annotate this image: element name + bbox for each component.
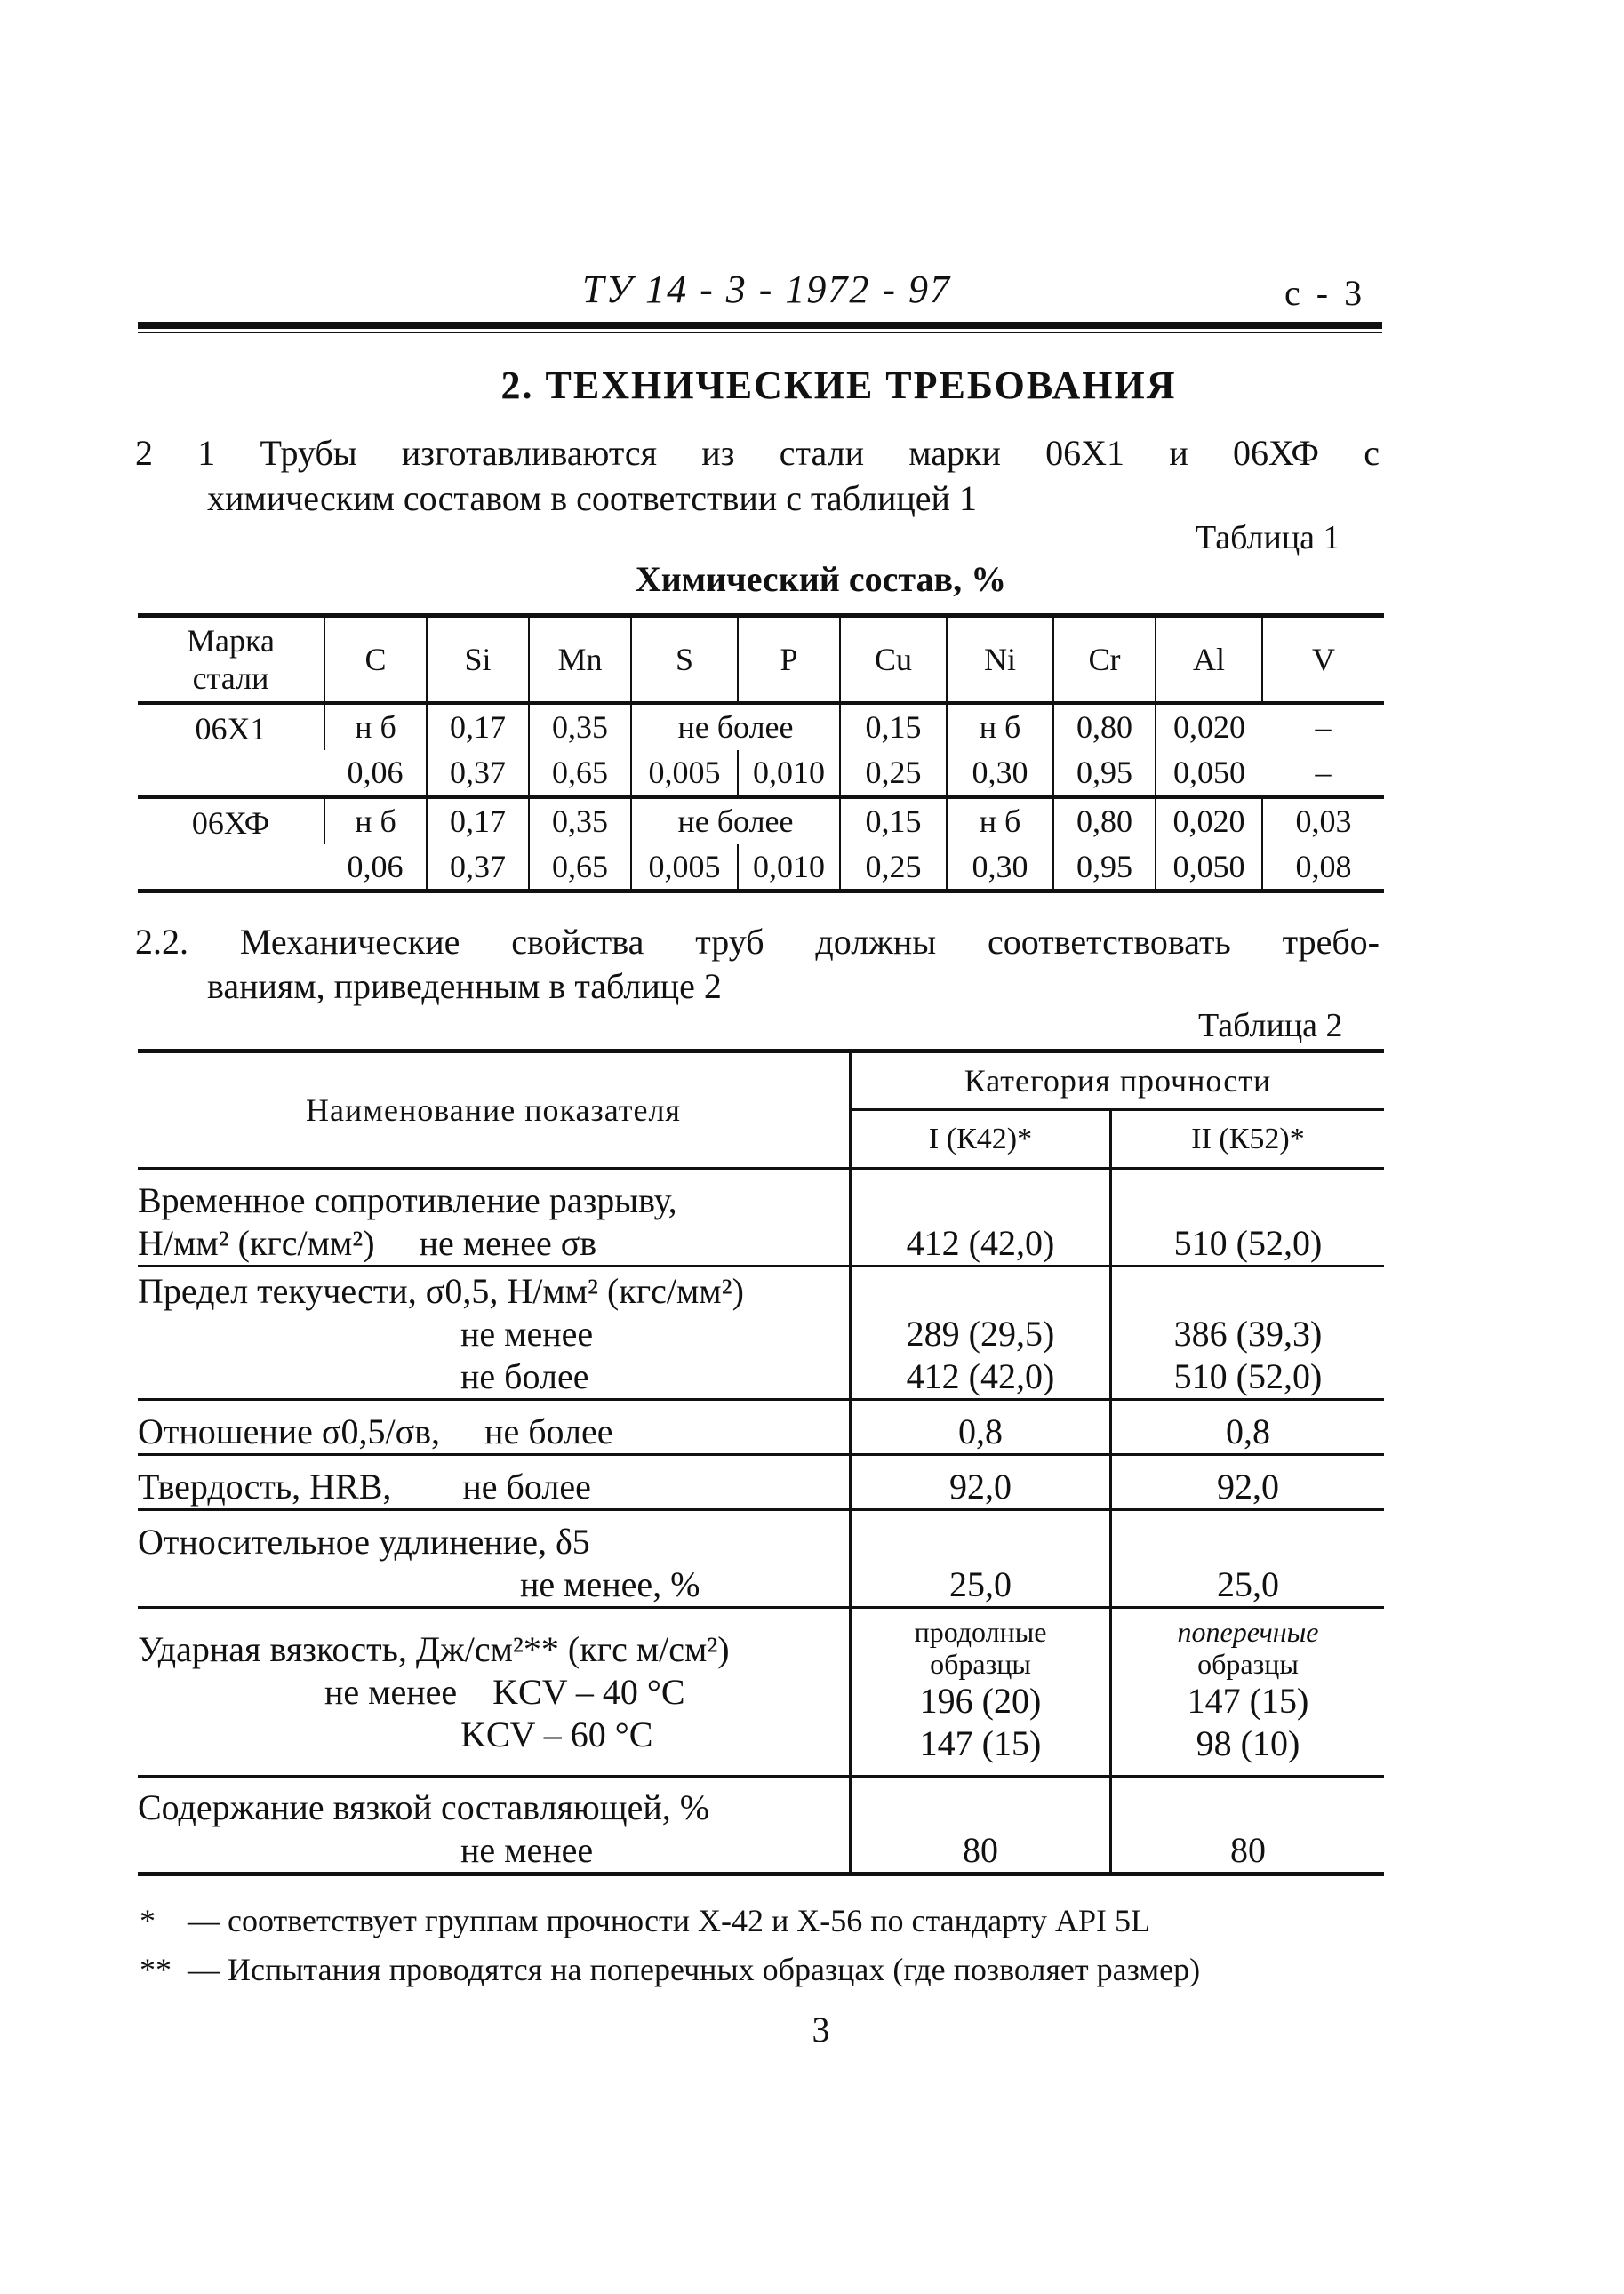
cell-al: 0,020	[1156, 703, 1262, 750]
cell-ni: 0,30	[947, 750, 1053, 797]
table-row	[138, 1608, 1384, 1777]
hardness-limit: не более	[462, 1467, 591, 1507]
tensile-value-2: 510 (52,0)	[1111, 1169, 1385, 1267]
elongation-label	[138, 1510, 851, 1608]
yield-line1: Предел текучести, σ0,5, Н/мм² (кгс/мм²)	[138, 1271, 744, 1311]
cell-al: 0,020	[1156, 797, 1262, 844]
cell-si: 0,17	[427, 797, 529, 844]
impact-value-2b: 98 (10)	[1196, 1722, 1300, 1763]
grade-cell: 06ХФ	[138, 797, 324, 891]
tensile-line1: Временное сопротивление разрыву,	[138, 1180, 677, 1220]
cell-cr: 0,95	[1053, 750, 1156, 797]
table2-header-row	[138, 1051, 1384, 1110]
hardness-value-2: 92,0	[1111, 1455, 1385, 1510]
impact-spec2-b: образцы	[1197, 1647, 1299, 1680]
cell-si: 0,37	[427, 844, 529, 891]
header-s: S	[631, 616, 738, 703]
hardness-value-1: 92,0	[851, 1455, 1111, 1510]
header-grade-line2: стали	[192, 659, 269, 696]
header-ni: Ni	[947, 616, 1053, 703]
impact-values-2	[1111, 1608, 1385, 1777]
cell-v: –	[1315, 709, 1332, 745]
mechanical-properties-table	[138, 1049, 1384, 1876]
table2-caption: Таблица 2	[1198, 1007, 1343, 1044]
impact-values-1	[851, 1608, 1111, 1777]
footnote-1-mark: *	[140, 1903, 156, 1938]
table-row	[138, 1510, 1384, 1608]
cell-ni: 0,30	[947, 844, 1053, 891]
header-indicator-name: Наименование показателя	[138, 1051, 851, 1169]
table-row	[138, 1777, 1384, 1874]
cell-c: н б	[324, 703, 427, 750]
cell-cr: 0,80	[1053, 797, 1156, 844]
table-row	[138, 797, 1384, 844]
cell-al: 0,050	[1156, 750, 1262, 797]
cell-cr: 0,95	[1053, 844, 1156, 891]
cell-mn: 0,65	[529, 844, 631, 891]
tensile-value-1: 412 (42,0)	[851, 1169, 1111, 1267]
table-row	[138, 703, 1384, 750]
tensile-line2b: не менее σв	[419, 1223, 597, 1263]
impact-line3: KCV – 60 °C	[460, 1714, 653, 1754]
header-al: Al	[1156, 616, 1262, 703]
cell-v: 0,03	[1262, 797, 1384, 844]
footnote-2-text: — Испытания проводятся на поперечных образцах (где позволяет размер)	[188, 1952, 1201, 1987]
page-number: 3	[812, 2010, 830, 2050]
impact-value-1b: 147 (15)	[919, 1722, 1042, 1763]
yield-value-1b: 412 (42,0)	[906, 1356, 1055, 1396]
yield-label	[138, 1267, 851, 1400]
header-si: Si	[427, 616, 529, 703]
impact-spec1-a: продолные	[914, 1615, 1047, 1648]
cell-mn: 0,35	[529, 703, 631, 750]
header-v: V	[1262, 616, 1384, 703]
impact-line2b: KCV – 40 °C	[492, 1671, 685, 1712]
yield-values-1	[851, 1267, 1111, 1400]
viscous-line2: не менее	[460, 1830, 594, 1870]
cell-ni: н б	[947, 797, 1053, 844]
footnote-2	[140, 1951, 1200, 1988]
header-rule-thin	[138, 332, 1382, 333]
elongation-value-1: 25,0	[851, 1510, 1111, 1608]
header-mn: Mn	[529, 616, 631, 703]
header-p: P	[738, 616, 840, 703]
cell-cr: 0,80	[1053, 703, 1156, 750]
cell-c: 0,06	[324, 844, 427, 891]
impact-value-2a: 147 (15)	[1187, 1680, 1309, 1721]
cell-ni: н б	[947, 703, 1053, 750]
ratio-value-1: 0,8	[851, 1400, 1111, 1455]
table1-header-row	[138, 616, 1384, 703]
cell-al: 0,050	[1156, 844, 1262, 891]
header-c: C	[324, 616, 427, 703]
cell-sp-limit: не более	[631, 797, 840, 844]
grade-cell: 06Х1	[138, 703, 324, 797]
cell-cu: 0,25	[840, 750, 947, 797]
table-row	[138, 844, 1384, 891]
table1-caption: Таблица 1	[1196, 519, 1340, 556]
document-code: ТУ 14 - 3 - 1972 - 97	[582, 268, 952, 311]
header-grade-line1: Марка	[187, 622, 275, 659]
elongation-value-2: 25,0	[1111, 1510, 1385, 1608]
ratio-text: Отношение σ0,5/σв,	[138, 1411, 441, 1451]
header-strength-category: Категория прочности	[851, 1051, 1385, 1110]
header-cu: Cu	[840, 616, 947, 703]
yield-line2: не менее	[460, 1314, 594, 1354]
hardness-label	[138, 1455, 851, 1510]
ratio-label	[138, 1400, 851, 1455]
header-category-2: II (К52)*	[1111, 1110, 1385, 1169]
ratio-limit: не более	[484, 1411, 613, 1451]
tensile-line2a: Н/мм² (кгс/мм²)	[138, 1223, 375, 1263]
header-category-1: I (К42)*	[851, 1110, 1111, 1169]
table-row	[138, 750, 1384, 797]
table1-title: Химический состав, %	[635, 559, 1007, 599]
page-label: с - 3	[1284, 273, 1366, 313]
cell-c: н б	[324, 797, 427, 844]
footnote-2-mark: **	[140, 1952, 172, 1987]
ratio-value-2: 0,8	[1111, 1400, 1385, 1455]
cell-s: 0,005	[631, 844, 738, 891]
yield-value-2b: 510 (52,0)	[1173, 1356, 1323, 1396]
yield-value-1a: 289 (29,5)	[906, 1314, 1055, 1354]
cell-sp-limit: не более	[631, 703, 840, 750]
impact-value-1a: 196 (20)	[919, 1680, 1042, 1721]
header-rule	[138, 322, 1382, 329]
cell-p: 0,010	[738, 750, 840, 797]
table-row	[138, 1400, 1384, 1455]
table-row	[138, 1169, 1384, 1267]
table-row	[138, 1267, 1384, 1400]
cell-c: 0,06	[324, 750, 427, 797]
table-row	[138, 1455, 1384, 1510]
cell-v: –	[1262, 750, 1384, 797]
section-title: 2. ТЕХНИЧЕСКИЕ ТРЕБОВАНИЯ	[500, 364, 1177, 407]
viscous-value-2: 80	[1111, 1777, 1385, 1874]
footnote-1	[140, 1902, 1150, 1939]
cell-mn: 0,35	[529, 797, 631, 844]
yield-values-2	[1111, 1267, 1385, 1400]
hardness-text: Твердость, HRB,	[138, 1467, 392, 1507]
cell-cu: 0,25	[840, 844, 947, 891]
impact-spec2-a: поперечные	[1177, 1615, 1319, 1648]
paragraph-2-1-line1: 2 1 Трубы изготавливаются из стали марки 06Х1 и 06ХФ с	[135, 433, 1380, 473]
impact-spec1-b: образцы	[930, 1647, 1031, 1680]
cell-mn: 0,65	[529, 750, 631, 797]
header-cr: Cr	[1053, 616, 1156, 703]
cell-s: 0,005	[631, 750, 738, 797]
paragraph-2-2-line1: 2.2. Механические свойства труб должны соответствовать требо-	[135, 922, 1380, 962]
paragraph-2-2-line2: ваниям, приведенным в таблице 2	[207, 966, 722, 1006]
impact-label	[138, 1608, 851, 1777]
cell-si: 0,37	[427, 750, 529, 797]
viscous-line1: Содержание вязкой составляющей, %	[138, 1787, 710, 1827]
chemical-composition-table	[138, 613, 1384, 893]
cell-si: 0,17	[427, 703, 529, 750]
header-grade	[138, 616, 324, 703]
yield-line3: не более	[460, 1356, 589, 1396]
footnote-1-text: — соответствует группам прочности Х-42 и Х-56 по стандарту API 5L	[188, 1903, 1151, 1938]
tensile-label	[138, 1169, 851, 1267]
impact-line2	[138, 1671, 849, 1714]
cell-cu: 0,15	[840, 797, 947, 844]
yield-value-2a: 386 (39,3)	[1173, 1314, 1323, 1354]
impact-line1: Ударная вязкость, Дж/см²** (кгс м/см²)	[138, 1628, 730, 1669]
paragraph-2-1-line2: химическим составом в соответствии с таблицей 1	[207, 478, 977, 518]
viscous-label	[138, 1777, 851, 1874]
cell-v: 0,08	[1262, 844, 1384, 891]
impact-line2a: не менее	[324, 1671, 458, 1712]
cell-p: 0,010	[738, 844, 840, 891]
cell-cu: 0,15	[840, 703, 947, 750]
elongation-line1: Относительное удлинение, δ5	[138, 1522, 590, 1562]
viscous-value-1: 80	[851, 1777, 1111, 1874]
elongation-line2: не менее, %	[520, 1564, 700, 1604]
